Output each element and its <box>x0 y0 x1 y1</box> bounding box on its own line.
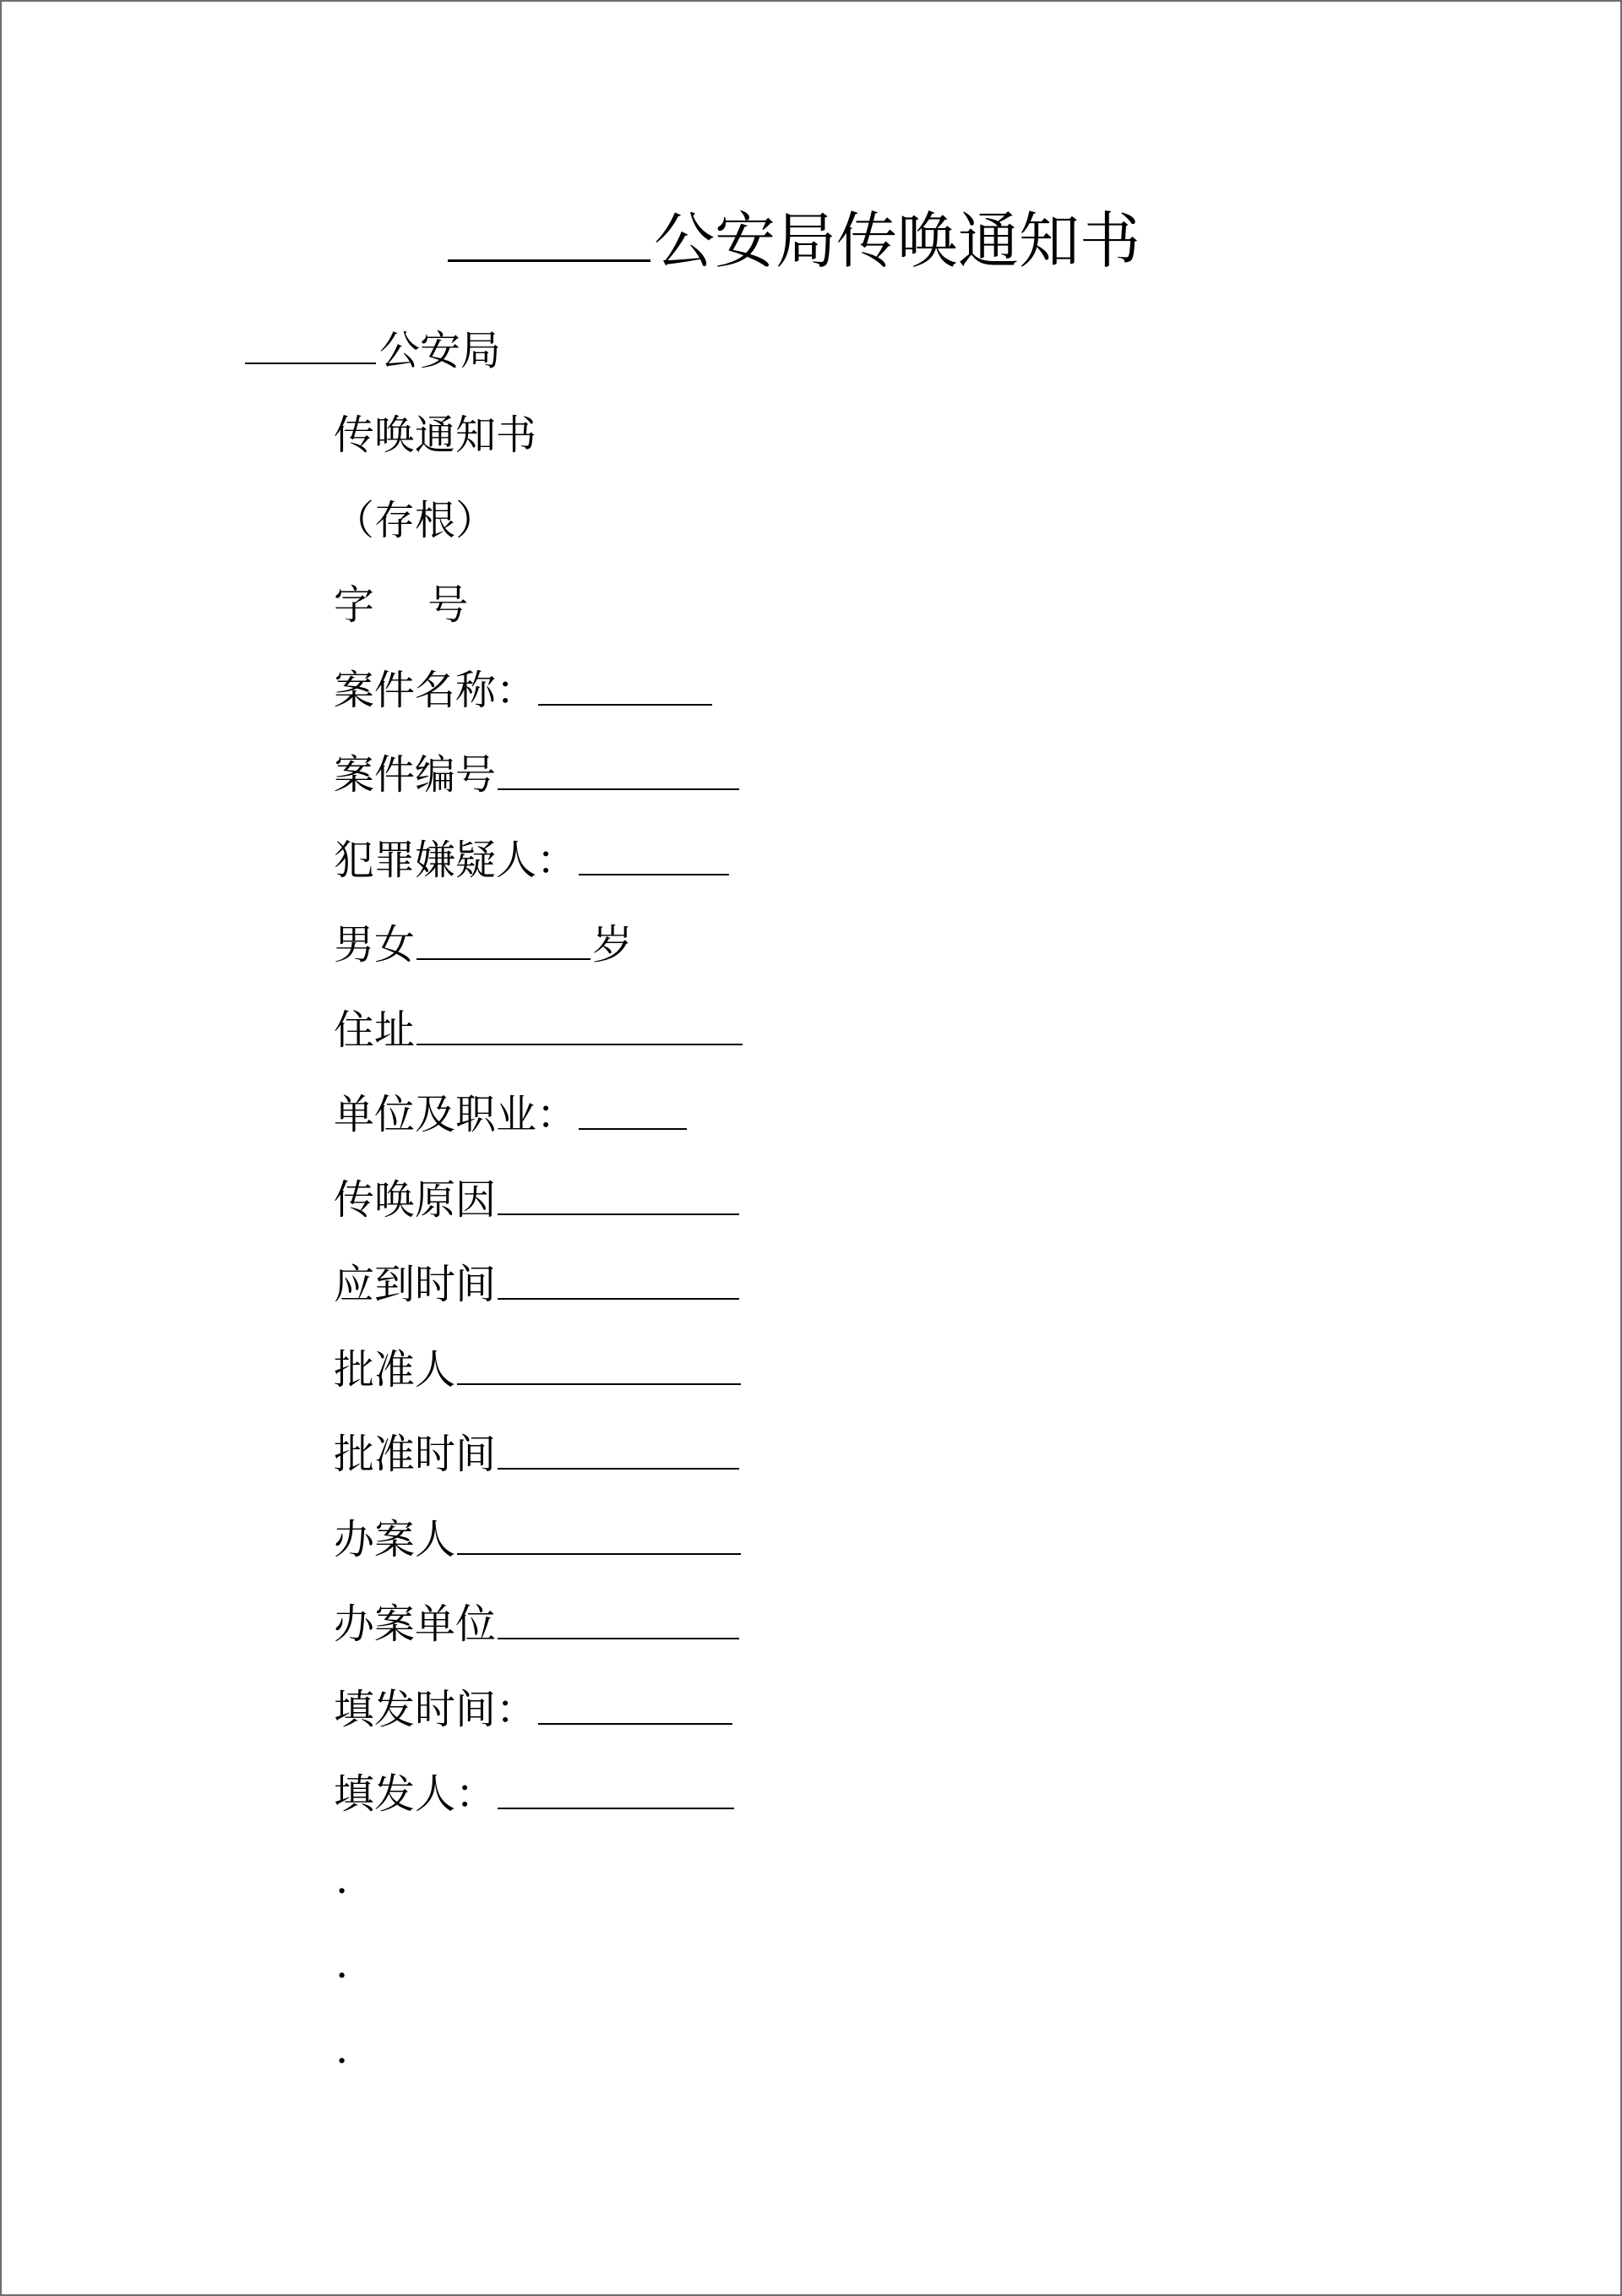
field-label: 案件名称： <box>334 666 537 714</box>
subtitle-text: 传唤通知书 <box>334 412 537 459</box>
field-blank-line[interactable] <box>498 750 739 790</box>
title-text: 公安局传唤通知书 <box>654 205 1141 276</box>
zi-hao-text: 字 号 <box>334 581 469 629</box>
form-body <box>334 410 1347 2108</box>
field-blank-line[interactable] <box>498 1259 739 1300</box>
field-label: 办案单位 <box>334 1601 497 1648</box>
field-row-case-name <box>334 665 1347 750</box>
field-blank-line[interactable] <box>498 1429 739 1470</box>
field-row-suspect <box>334 835 1347 920</box>
field-label: 案件编号 <box>334 751 497 799</box>
field-blank-line[interactable] <box>498 1769 734 1809</box>
field-row-address <box>334 1005 1347 1090</box>
issuer-text: 公安局 <box>379 327 502 374</box>
field-row-approver <box>334 1344 1347 1430</box>
field-row-report-time <box>334 1259 1347 1344</box>
dot-row: . <box>335 1855 349 1903</box>
field-row-reason <box>334 1175 1347 1260</box>
field-blank-line[interactable] <box>457 1514 741 1555</box>
field-label: 传唤原因 <box>334 1175 497 1224</box>
field-label: 犯罪嫌疑人： <box>334 836 578 884</box>
issuer-line <box>245 325 501 376</box>
field-label: 应到时间 <box>334 1261 497 1308</box>
field-blank-line[interactable] <box>498 1599 739 1639</box>
field-row-approval-time <box>334 1429 1347 1514</box>
field-row-issuer-person <box>334 1769 1347 1854</box>
field-row-gender-age <box>334 919 1347 1005</box>
field-blank-line[interactable] <box>457 1344 741 1385</box>
field-blank-line[interactable] <box>416 919 591 960</box>
document-title <box>448 203 1140 279</box>
dot-row: . <box>335 2025 349 2073</box>
field-blank-line[interactable] <box>579 1089 687 1130</box>
field-row-employer <box>334 1089 1347 1175</box>
field-label: 批准人 <box>334 1345 456 1393</box>
field-row-issue-time <box>334 1684 1347 1770</box>
dot-row: . <box>335 1940 349 1988</box>
subtitle-row <box>334 410 1347 495</box>
field-label: 批准时间 <box>334 1431 497 1478</box>
stub-note-row <box>334 495 1347 581</box>
field-label: 住址 <box>334 1006 416 1054</box>
issuer-blank-line[interactable] <box>245 329 376 364</box>
field-blank-line[interactable] <box>538 665 712 706</box>
zi-hao-row <box>334 580 1347 665</box>
field-label: 男女 <box>334 921 416 968</box>
field-label: 单位及职业： <box>334 1091 578 1138</box>
field-label: 办案人 <box>334 1515 456 1563</box>
field-blank-line[interactable] <box>498 1175 739 1215</box>
field-row-case-number <box>334 750 1347 835</box>
title-blank-line[interactable] <box>448 207 650 262</box>
stub-note-text: （存根） <box>334 496 497 544</box>
field-row-handling-unit <box>334 1599 1347 1684</box>
field-blank-line[interactable] <box>579 835 729 875</box>
field-label: 填发人： <box>334 1770 497 1818</box>
field-blank-line[interactable] <box>416 1005 743 1045</box>
field-row-handler <box>334 1514 1347 1600</box>
field-label: 填发时间： <box>334 1685 537 1733</box>
field-blank-line[interactable] <box>538 1684 732 1725</box>
field-suffix: 岁 <box>592 921 634 968</box>
